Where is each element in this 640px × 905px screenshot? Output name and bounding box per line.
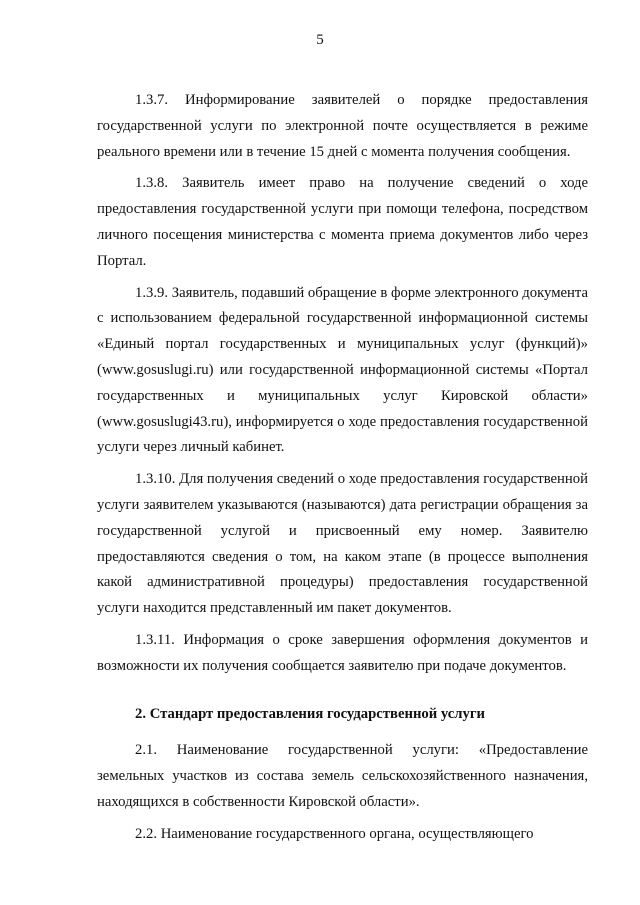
paragraph-2-1: 2.1. Наименование государственной услуги: «Предоставление земельных участков из состава земель сельскохозяйственного назначения, находящихся в собственности Кировской области».	[97, 742, 588, 810]
section-heading: 2. Стандарт предоставления государственной услуги	[135, 705, 486, 722]
page-number: 5	[316, 32, 324, 48]
paragraph-1-3-11: 1.3.11. Информация о сроке завершения оформления документов и возможности их получения сообщается заявителю при подаче документов.	[97, 631, 588, 674]
paragraph-1-3-9: 1.3.9. Заявитель, подавший обращение в форме электронного документа с использованием федеральной государственной информационной системы «Единый портал государственных и муниципальных услуг (функций)» (www.gosuslugi.ru) или государственной информационной системы «Портал государственных и муниципальных услуг Кировской области» (www.gosuslugi43.ru), информируется о ходе предоставления государственной услуги через личный кабинет.	[97, 284, 588, 456]
section-gap	[97, 680, 588, 702]
page-body	[97, 88, 588, 848]
paragraph-gap	[97, 727, 588, 738]
paragraph-1-3-8: 1.3.8. Заявитель имеет право на получение сведений о ходе предоставления государственной услуги при помощи телефона, посредством личного посещения министерства с момента приема документов либо через Портал.	[97, 175, 588, 269]
paragraph-1-3-7: 1.3.7. Информирование заявителей о порядке предоставления государственной услуги по электронной почте осуществляется в режиме реального времени или в течение 15 дней с момента получения сообщения.	[97, 92, 588, 160]
paragraph-2-2: 2.2. Наименование государственного органа, осуществляющего	[135, 825, 534, 842]
paragraph-1-3-10: 1.3.10. Для получения сведений о ходе предоставления государственной услуги заявителем указываются (называются) дата регистрации обращения за государственной услугой и присвоенный ему номер. Заявителю предоставляются сведения о том, на каком этапе (в процессе выполнения какой административной процедуры) предоставления государственной услуги находится представленный им пакет документов.	[97, 471, 588, 617]
